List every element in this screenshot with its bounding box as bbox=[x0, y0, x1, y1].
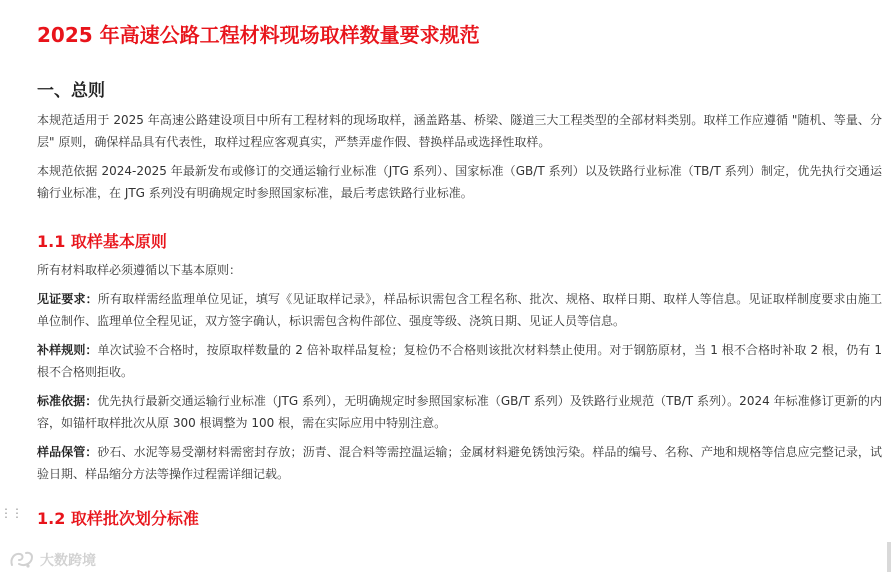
principle-resample bbox=[37, 339, 882, 383]
paragraph-principles-intro: 所有材料取样必须遵循以下基本原则： bbox=[37, 263, 242, 277]
document-title: 2025 年高速公路工程材料现场取样数量要求规范 bbox=[37, 23, 480, 47]
principle-text: 单次试验不合格时，按原取样数量的 2 倍补取样品复检；复检仍不合格则该批次材料禁止使用。对于钢筋原材，当 1 根不合格时补取 2 根，仍有 1 根不合格则拒收。 bbox=[37, 343, 882, 379]
section-heading-batches: 1.2 取样批次划分标准 bbox=[37, 509, 199, 528]
section-heading-general: 一、总则 bbox=[37, 81, 105, 101]
watermark bbox=[8, 548, 96, 572]
principle-storage bbox=[37, 441, 882, 485]
principle-text: 砂石、水泥等易受潮材料需密封存放；沥青、混合料等需控温运输；金属材料避免锈蚀污染。样品的编号、名称、产地和规格等信息应完整记录，试验日期、样品缩分方法等操作过程需详细记载。 bbox=[37, 445, 882, 481]
principle-label: 见证要求： bbox=[37, 292, 98, 306]
principle-standards bbox=[37, 390, 882, 434]
principle-witness bbox=[37, 288, 882, 332]
paragraph-basis: 本规范依据 2024-2025 年最新发布或修订的交通运输行业标准（JTG 系列）、国家标准（GB/T 系列）以及铁路行业标准（TB/T 系列）制定，优先执行交通运输行业标准，在 JTG 系列没有明确规定时参照国家标准，最后考虑铁路行业标准。 bbox=[37, 164, 882, 200]
principle-label: 补样规则： bbox=[37, 343, 98, 357]
principle-label: 标准依据： bbox=[37, 394, 98, 408]
section-heading-principles: 1.1 取样基本原则 bbox=[37, 232, 167, 251]
principle-text: 优先执行最新交通运输行业标准（JTG 系列），无明确规定时参照国家标准（GB/T 系列）及铁路行业规范（TB/T 系列）。2024 年标准修订更新的内容，如锚杆取样批次从原 300 根调整为 100 根，需在实际应用中特别注意。 bbox=[37, 394, 882, 430]
watermark-text: 大数跨境 bbox=[40, 553, 96, 569]
principle-text: 所有取样需经监理单位见证，填写《见证取样记录》，样品标识需包含工程名称、批次、规格、取样日期、取样人等信息。见证取样制度要求由施工单位制作、监理单位全程见证，双方签字确认，标识需包含构件部位、强度等级、浇筑日期、见证人员等信息。 bbox=[37, 292, 882, 328]
paragraph-scope: 本规范适用于 2025 年高速公路建设项目中所有工程材料的现场取样，涵盖路基、桥梁、隧道三大工程类型的全部材料类别。取样工作应遵循 "随机、等量、分层" 原则，确保样品具有代表性，取样过程应客观真实，严禁弄虚作假、替换样品或选择性取样。 bbox=[37, 113, 882, 149]
drag-handle-icon[interactable]: ⋮⋮ bbox=[0, 506, 22, 520]
principle-label: 样品保管： bbox=[37, 445, 98, 459]
page-edge bbox=[887, 542, 891, 572]
brand-logo-icon bbox=[8, 549, 36, 571]
